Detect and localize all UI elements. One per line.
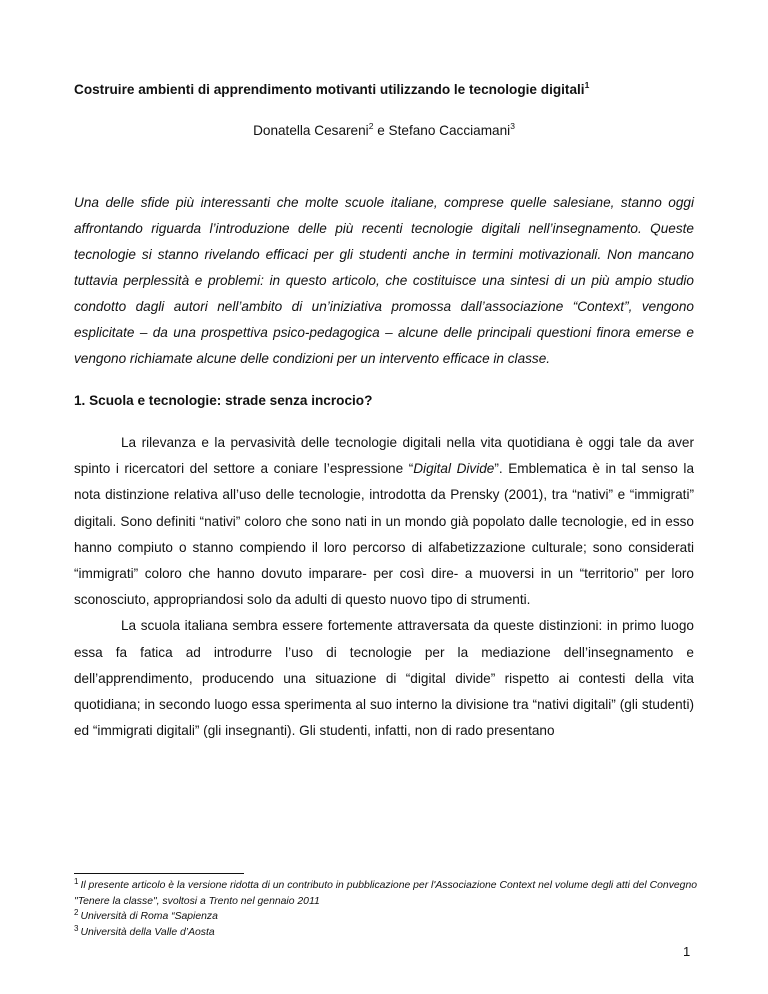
section-heading: 1. Scuola e tecnologie: strade senza incrocio? — [74, 393, 373, 408]
footnote — [74, 909, 700, 925]
author-footnote-ref[interactable]: 2 — [368, 121, 374, 131]
body-paragraph: La scuola italiana sembra essere fortemente attraversata da queste distinzioni: in primo luogo essa fa fatica ad introdurre l’uso di tecnologie per la mediazione dell’insegnamento e dell’apprendimento, producendo una situazione di “digital divide” rispetto ai contesti della vita quotidiana; in secondo luogo essa sperimenta al suo interno la divisione tra “nativi digitali” (gli studenti) ed “immigrati digitali” (gli insegnanti). Gli studenti, infatti, non di rado presentano — [74, 618, 694, 739]
footnote-text: Università di Roma “Sapienza — [80, 911, 218, 923]
title-footnote-ref[interactable]: 1 — [584, 80, 590, 90]
authors-line — [0, 123, 768, 138]
article-title-text: Costruire ambienti di apprendimento motivanti utilizzando le tecnologie digitali — [74, 82, 585, 97]
abstract: Una delle sfide più interessanti che molte scuole italiane, comprese quelle salesiane, stanno oggi affrontando riguarda l’introduzione delle più recenti tecnologie digitali nell’insegnamento. Queste tecnologie si stanno rivelando efficaci per gli studenti anche in termini motivazionali. Non mancano tuttavia perplessità e problemi: in questo articolo, che costituisce una sintesi di un più ampio studio condotto dagli autori nell’ambito di un’iniziativa promossa dall’associazione “Context”, vengono esplicitate – da una prospettiva psico-pedagogica – alcune delle principali questioni finora emerse e vengono richiamate alcune delle condizioni per un intervento efficace in classe. — [74, 195, 694, 366]
paragraph-text: ”. Emblematica è in tal senso la nota distinzione relativa all’uso delle tecnologie, introdotta da Prensky (2001), tra “nativi” e “immigrati” digitali. Sono definiti “nativi” coloro che sono nati in un mondo già popolato dalle tecnologie, ed in esso hanno compiuto o stanno compiendo il loro percorso di alfabetizzazione culturale; sono considerati “immigrati” coloro che hanno dovuto imparare- per così dire- a muoversi in un “territorio” per loro sconosciuto, appropriandosi solo da adulti di questo nuovo tipo di strumenti. — [74, 461, 695, 608]
footnote-number: 2 — [74, 908, 79, 918]
page-number: 1 — [683, 944, 691, 959]
footnote-number: 3 — [74, 923, 79, 933]
author-joiner: e — [373, 123, 389, 138]
article-title — [74, 82, 589, 97]
body-paragraph — [74, 430, 694, 613]
emphasized-term: Digital Divide — [413, 461, 495, 477]
section-body — [74, 430, 694, 744]
footnote — [74, 878, 700, 909]
footnote-number: 1 — [74, 877, 79, 886]
paragraph-text: La rilevanza e la pervasività delle tecnologie digitali nella vita quotidiana è oggi tale da aver spinto i ricercatori del settore a coniare l’espressione “ — [74, 435, 694, 477]
author-name: Donatella Cesareni — [253, 123, 369, 138]
footnote — [74, 925, 700, 941]
author-name: Stefano Cacciamani — [388, 123, 511, 138]
footnote-separator — [74, 873, 244, 874]
footnote-text: Università della Valle d’Aosta — [80, 926, 215, 938]
footnote-text: Il presente articolo è la versione ridotta di un contributo in pubblicazione per l'Associazione Context nel volume degli atti del Convegno "Tenere la classe", svoltosi a Trento nel gennaio 2011 — [74, 880, 698, 907]
footnotes — [74, 878, 700, 940]
author-footnote-ref[interactable]: 3 — [510, 121, 515, 131]
